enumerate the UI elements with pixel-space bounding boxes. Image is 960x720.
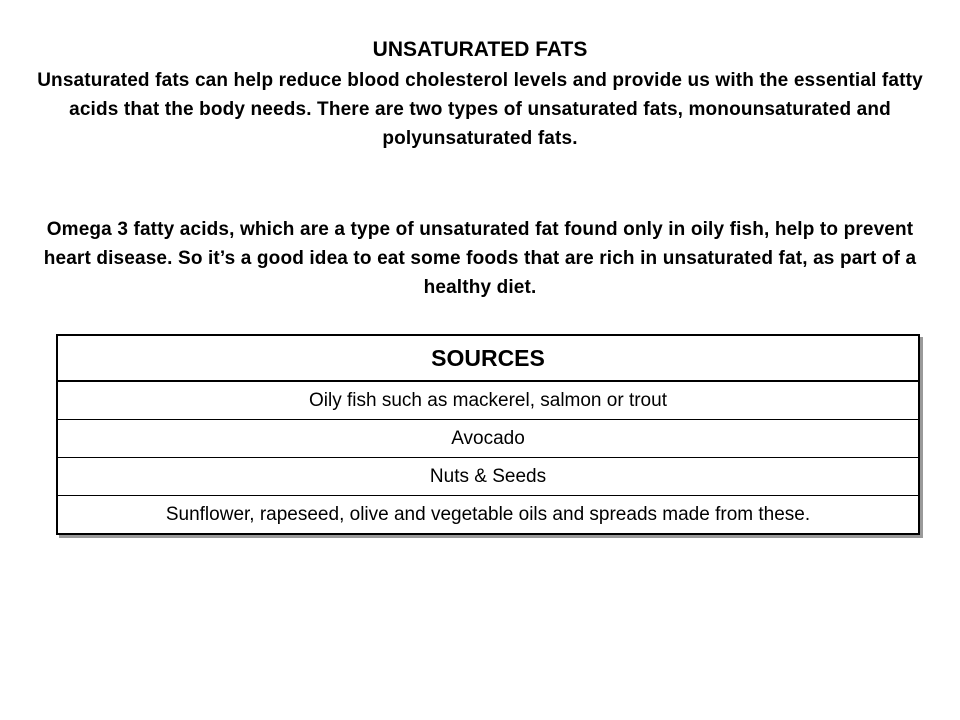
page-title: UNSATURATED FATS bbox=[372, 38, 588, 61]
sources-table bbox=[56, 334, 920, 535]
source-oily-fish: Oily fish such as mackerel, salmon or trout bbox=[57, 381, 919, 420]
sources-header: SOURCES bbox=[57, 335, 919, 381]
source-nuts-seeds: Nuts & Seeds bbox=[57, 458, 919, 496]
table-row bbox=[57, 458, 919, 496]
table-row bbox=[57, 496, 919, 535]
table-row bbox=[57, 420, 919, 458]
intro-paragraph: Unsaturated fats can help reduce blood cholesterol levels and provide us with the essential fatty acids that the body needs. There are two types of unsaturated fats, monounsaturated and polyunsaturated fats. bbox=[37, 70, 923, 149]
source-avocado: Avocado bbox=[57, 420, 919, 458]
omega-3-paragraph: Omega 3 fatty acids, which are a type of unsaturated fat found only in oily fish, help to prevent heart disease. So it’s a good idea to eat some foods that are rich in unsaturated fat, as part of a healthy diet. bbox=[43, 219, 917, 298]
table-row bbox=[57, 381, 919, 420]
source-oils-spreads: Sunflower, rapeseed, olive and vegetable oils and spreads made from these. bbox=[57, 496, 919, 535]
table-header-row bbox=[57, 335, 919, 381]
